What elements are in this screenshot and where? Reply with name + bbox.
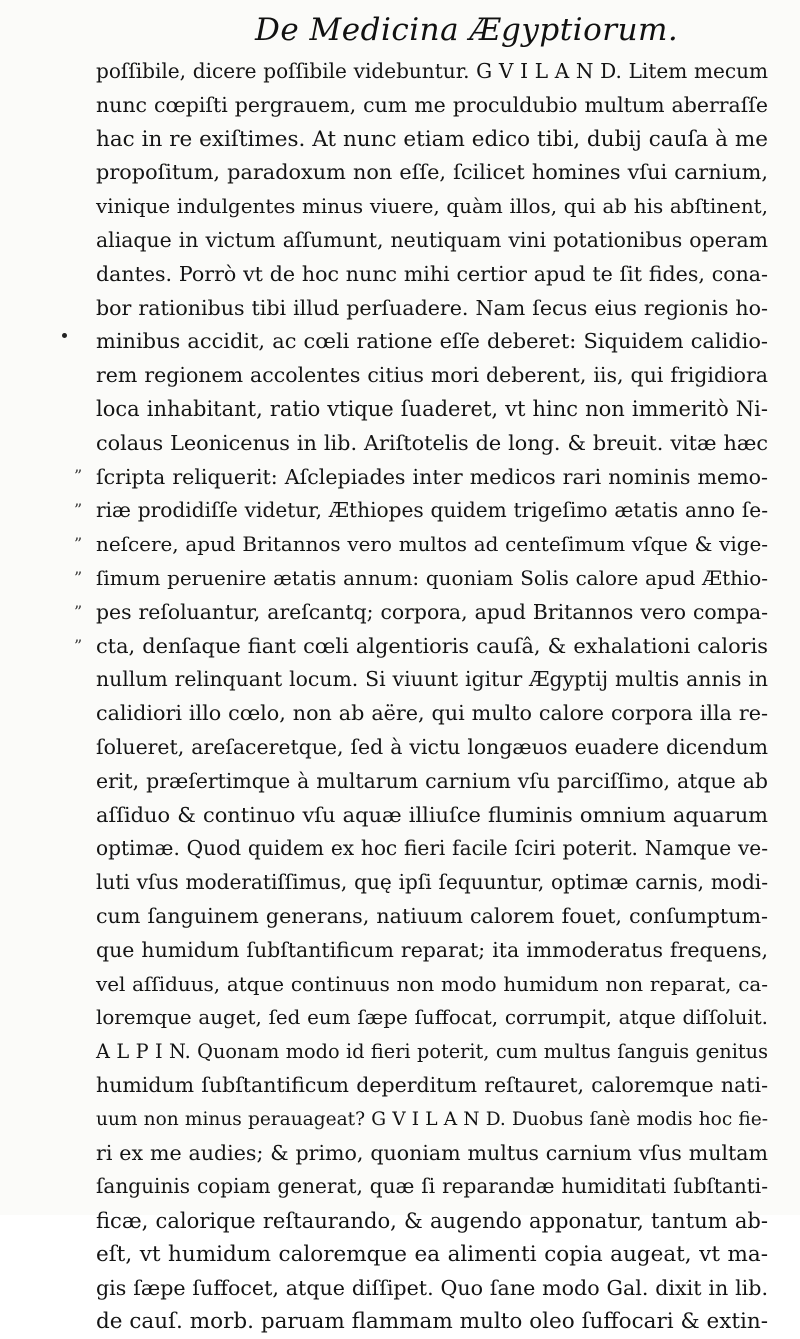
- text-line: optimæ. Quod quidem ex hoc fieri facile ſciri poterit. Namque ve-: [96, 836, 768, 861]
- text-line: ri ex me audies; & primo, quoniam multus carnium vſus multam: [96, 1140, 768, 1165]
- text-line: cum ſanguinem generans, natiuum calorem fouet, conſumptum-: [96, 903, 768, 928]
- text-line: bor rationibus tibi illud perſuadere. Nam ſecus eius regionis ho-: [96, 295, 768, 320]
- text-line: ſcripta reliquerit: Aſclepiades inter medicos rari nominis memo-: [96, 464, 768, 489]
- text-line: cta, denſaque fiant cœli algentioris cauſâ, & exhalationi caloris: [96, 633, 768, 658]
- text-line: erit, præſertimque à multarum carnium vſu parciſſimo, atque ab: [96, 768, 768, 793]
- text-line: loremque auget, ſed eum ſæpe ſuffocat, corrumpit, atque diſſoluit.: [96, 1006, 768, 1030]
- text-line: rem regionem accolentes citius mori deberent, iis, qui frigidiora: [96, 363, 768, 388]
- text-line: nunc cœpiſti pergrauem, cum me proculdubio multum aberraſſe: [96, 92, 768, 117]
- text-line: nullum relinquant locum. Si viuunt igitur Ægyptij multis annis in: [96, 667, 768, 692]
- text-line: ſolueret, areſaceretque, ſed à victu longæuos euadere dicendum: [96, 734, 768, 759]
- text-line: poſſibile, dicere poſſibile videbuntur. G V I L A N D. Litem mecum: [96, 59, 768, 83]
- text-line: calidiori illo cœlo, non ab aëre, qui multo calore corpora illa re-: [96, 701, 768, 726]
- margin-quote-mark: ”: [74, 636, 83, 655]
- text-line: eſt, vt humidum caloremque ea alimenti copia augeat, vt ma-: [96, 1241, 768, 1267]
- text-line: ſimum peruenire ætatis annum: quoniam Solis calore apud Æthio-: [96, 566, 768, 590]
- text-line: humidum ſubſtantificum deperditum reſtauret, caloremque nati-: [96, 1072, 768, 1097]
- margin-quote-mark: ”: [74, 568, 83, 587]
- text-line: neſcere, apud Britannos vero multos ad centeſimum vſque & vige-: [96, 533, 768, 557]
- margin-quote-mark: ”: [74, 500, 83, 519]
- text-line: uum non minus perauageat? G V I L A N D. Duobus ſanè modis hoc fie-: [96, 1108, 768, 1130]
- margin-quote-mark: ”: [74, 602, 83, 621]
- text-line: ſanguinis copiam generat, quæ ſi reparandæ humiditati ſubſtanti-: [96, 1174, 768, 1199]
- ink-speck: [62, 333, 67, 338]
- text-line: ficæ, calorique reſtaurando, & augendo apponatur, tantum ab-: [96, 1208, 768, 1234]
- text-line: minibus accidit, ac cœli ratione eſſe deberet: Siquidem calidio-: [96, 329, 768, 354]
- text-line: luti vſus moderatiſſimus, quę ipſi ſequuntur, optimæ carnis, modi-: [96, 870, 768, 895]
- text-line: aliaque in victum aſſumunt, neutiquam vini potationibus operam: [96, 227, 768, 252]
- text-line: dantes. Porrò vt de hoc nunc mihi certior apud te ſit fides, cona-: [96, 261, 768, 286]
- text-line: propoſitum, paradoxum non eſſe, ſcilicet homines vſui carnium,: [96, 160, 768, 185]
- margin-quote-mark: ”: [74, 466, 83, 485]
- text-line: que humidum ſubſtantificum reparat; ita immoderatus frequens,: [96, 937, 768, 962]
- text-line: A L P I N. Quonam modo id fieri poterit, cum multus ſanguis genitus: [96, 1040, 768, 1064]
- text-line: colaus Leonicenus in lib. Ariſtotelis de long. & breuit. vitæ hæc: [96, 430, 768, 455]
- running-head: De Medicina Ægyptiorum.: [255, 12, 679, 48]
- text-line: hac in re exiſtimes. At nunc etiam edico tibi, dubij cauſa à me: [96, 126, 768, 152]
- text-line: riæ prodidiſſe videtur, Æthiopes quidem trigeſimo ætatis anno ſe-: [96, 498, 768, 523]
- text-line: vel aſſiduus, atque continuus non modo humidum non reparat, ca-: [96, 972, 768, 996]
- body-text: [96, 55, 768, 1339]
- margin-quote-mark: ”: [74, 534, 83, 553]
- text-line: de cauſ. morb. paruam flammam multo oleo ſuffocari & extin-: [96, 1309, 768, 1335]
- text-line: gis ſæpe ſuffocet, atque diſſipet. Quo ſane modo Gal. dixit in lib.: [96, 1275, 768, 1300]
- text-line: aſſiduo & continuo vſu aquæ illiuſce fluminis omnium aquarum: [96, 802, 768, 827]
- text-line: pes reſoluantur, areſcantq; corpora, apud Britannos vero compa-: [96, 599, 768, 624]
- text-line: loca inhabitant, ratio vtique ſuaderet, vt hinc non immeritò Ni-: [96, 396, 768, 421]
- text-line: vinique indulgentes minus viuere, quàm illos, qui ab his abſtinent,: [96, 195, 768, 219]
